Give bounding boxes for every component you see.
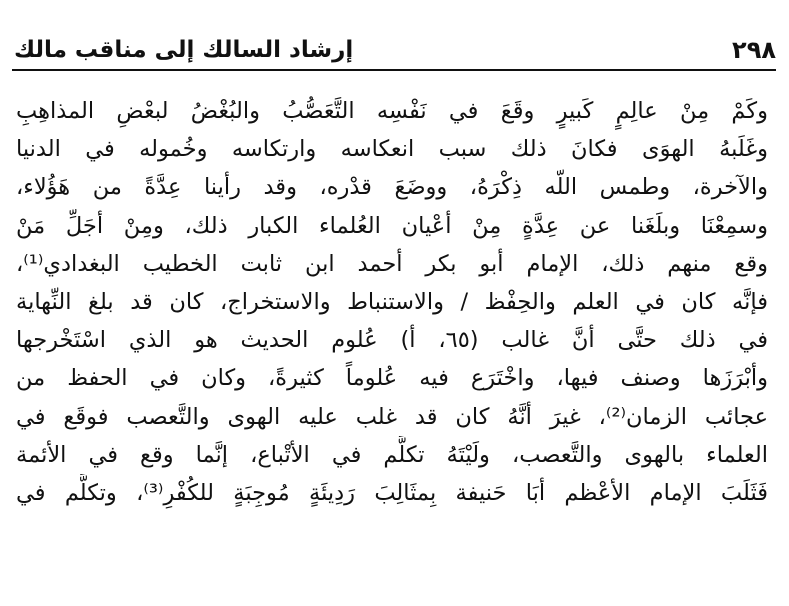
text-line: والآخرة، وطمس اللّه ذِكْرَهُ، ووضَعَ قدْره، وقد رأينا عِدَّةً من هَؤُلاء، — [16, 174, 768, 201]
text-line: وسمِعْنَا وبلَغَنا عن عِدَّةٍ مِنْ أعْيان العُلماء الكبار ذلك، ومِنْ أجَلِّ مَنْ — [16, 212, 768, 239]
text-line: وغَلَبهُ الهوَى فكانَ ذلك سبب انعكاسه وارتكاسه وخُموله في الدنيا — [16, 136, 768, 163]
text-line: وأبْرَزَها وصنف فيها، واخْتَرَع فيه عُلوماً كثيرةً، وكان في الحفظ من — [16, 365, 768, 392]
text-line: وقع منهم ذلك، الإمام أبو بكر أحمد ابن ثابت الخطيب البغدادي⁽¹⁾، — [16, 250, 768, 277]
text-line: فَثَلَبَ الإمام الأعْظم أبَا حَنيفة بِمثَالِبَ رَدِيئَةٍ مُوجِبَةٍ للكُفْرِ⁽³⁾، وتكلَّم في — [16, 479, 768, 506]
text-line: في ذلك حتَّى أنَّ غالب (٦٥، أ) عُلوم الحديث هو الذي اسْتَخْرجها — [16, 327, 768, 354]
page-number: ٢٩٨ — [732, 36, 776, 64]
text-line: فإنَّه كان في العلم والحِفْظ / والاستنباط والاستخراج، كان قد بلغ النِّهاية — [16, 288, 768, 315]
running-title: إرشاد السالك إلى مناقب مالك — [14, 37, 354, 63]
page-header — [14, 34, 776, 68]
text-line: وكَمْ مِنْ عالِمٍ كَبيرٍ وقَعَ في نَفْسِه التَّعَصُّبُ والبُغْضُ لبعْضِ المذاهِبِ — [16, 98, 768, 124]
header-rule — [12, 69, 776, 71]
text-line: عجائب الزمان⁽²⁾، غيرَ أنَّهُ كان قد غلب عليه الهوى والتَّعصب فوقَع في — [16, 403, 768, 430]
body-text — [16, 92, 768, 512]
text-line: العلماء بالهوى والتَّعصب، ولَيْتَهُ تكلَّم في الأتْباع، إنَّما وقع في الأئمة — [16, 441, 768, 468]
